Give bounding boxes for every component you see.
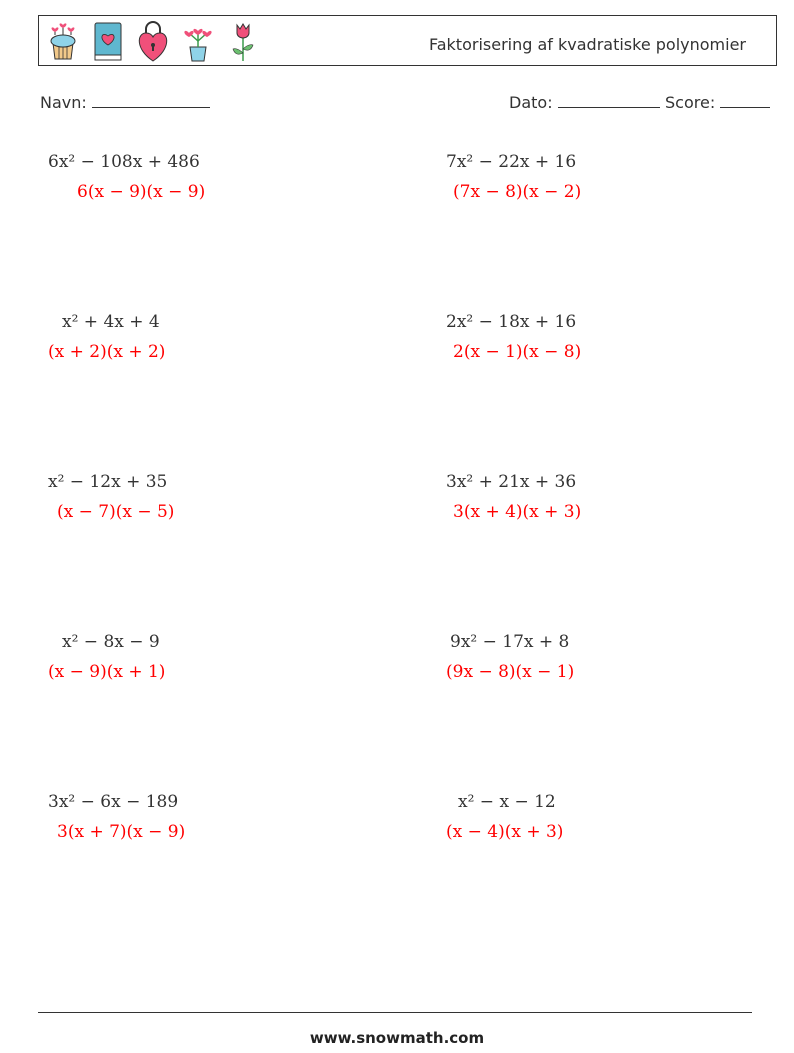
problem-expression: x² − 12x + 35: [48, 472, 168, 492]
header-icons: [45, 19, 270, 63]
problem-expression: 6x² − 108x + 486: [48, 152, 200, 172]
problem-answer: (x − 7)(x − 5): [57, 502, 175, 522]
date-field: [509, 93, 660, 112]
score-label: Score:: [665, 93, 716, 112]
problem-answer: 2(x − 1)(x − 8): [453, 342, 582, 362]
problem-expression: 2x² − 18x + 16: [446, 312, 577, 332]
problem-expression: 7x² − 22x + 16: [446, 152, 577, 172]
rose-icon: [225, 19, 261, 63]
date-blank[interactable]: [558, 93, 660, 108]
heart-lock-icon: [135, 19, 171, 63]
problem-answer: (x − 4)(x + 3): [446, 822, 564, 842]
heart-flowerpot-icon: [180, 19, 216, 63]
problem-expression: x² − x − 12: [458, 792, 556, 812]
footer-url[interactable]: www.snowmath.com: [309, 1029, 485, 1047]
score-blank[interactable]: [720, 93, 770, 108]
problem-expression: 3x² + 21x + 36: [446, 472, 577, 492]
problem-answer: (x + 2)(x + 2): [48, 342, 166, 362]
worksheet-header: [38, 15, 777, 66]
heart-book-icon: [90, 19, 126, 63]
name-blank[interactable]: [92, 93, 210, 108]
footer-divider: [38, 1012, 752, 1013]
score-field: [665, 93, 770, 112]
problem-answer: 3(x + 7)(x − 9): [57, 822, 186, 842]
cupcake-hearts-icon: [45, 19, 81, 63]
problem-answer: 6(x − 9)(x − 9): [77, 182, 206, 202]
problem-expression: x² + 4x + 4: [62, 312, 160, 332]
problem-expression: x² − 8x − 9: [62, 632, 160, 652]
date-label: Dato:: [509, 93, 553, 112]
worksheet-title: Faktorisering af kvadratiske polynomier: [429, 35, 746, 54]
problem-answer: (x − 9)(x + 1): [48, 662, 166, 682]
problem-answer: (9x − 8)(x − 1): [446, 662, 575, 682]
problem-answer: (7x − 8)(x − 2): [453, 182, 582, 202]
problem-expression: 9x² − 17x + 8: [450, 632, 570, 652]
problem-answer: 3(x + 4)(x + 3): [453, 502, 582, 522]
problem-expression: 3x² − 6x − 189: [48, 792, 179, 812]
name-field: [40, 93, 210, 112]
name-label: Navn:: [40, 93, 87, 112]
